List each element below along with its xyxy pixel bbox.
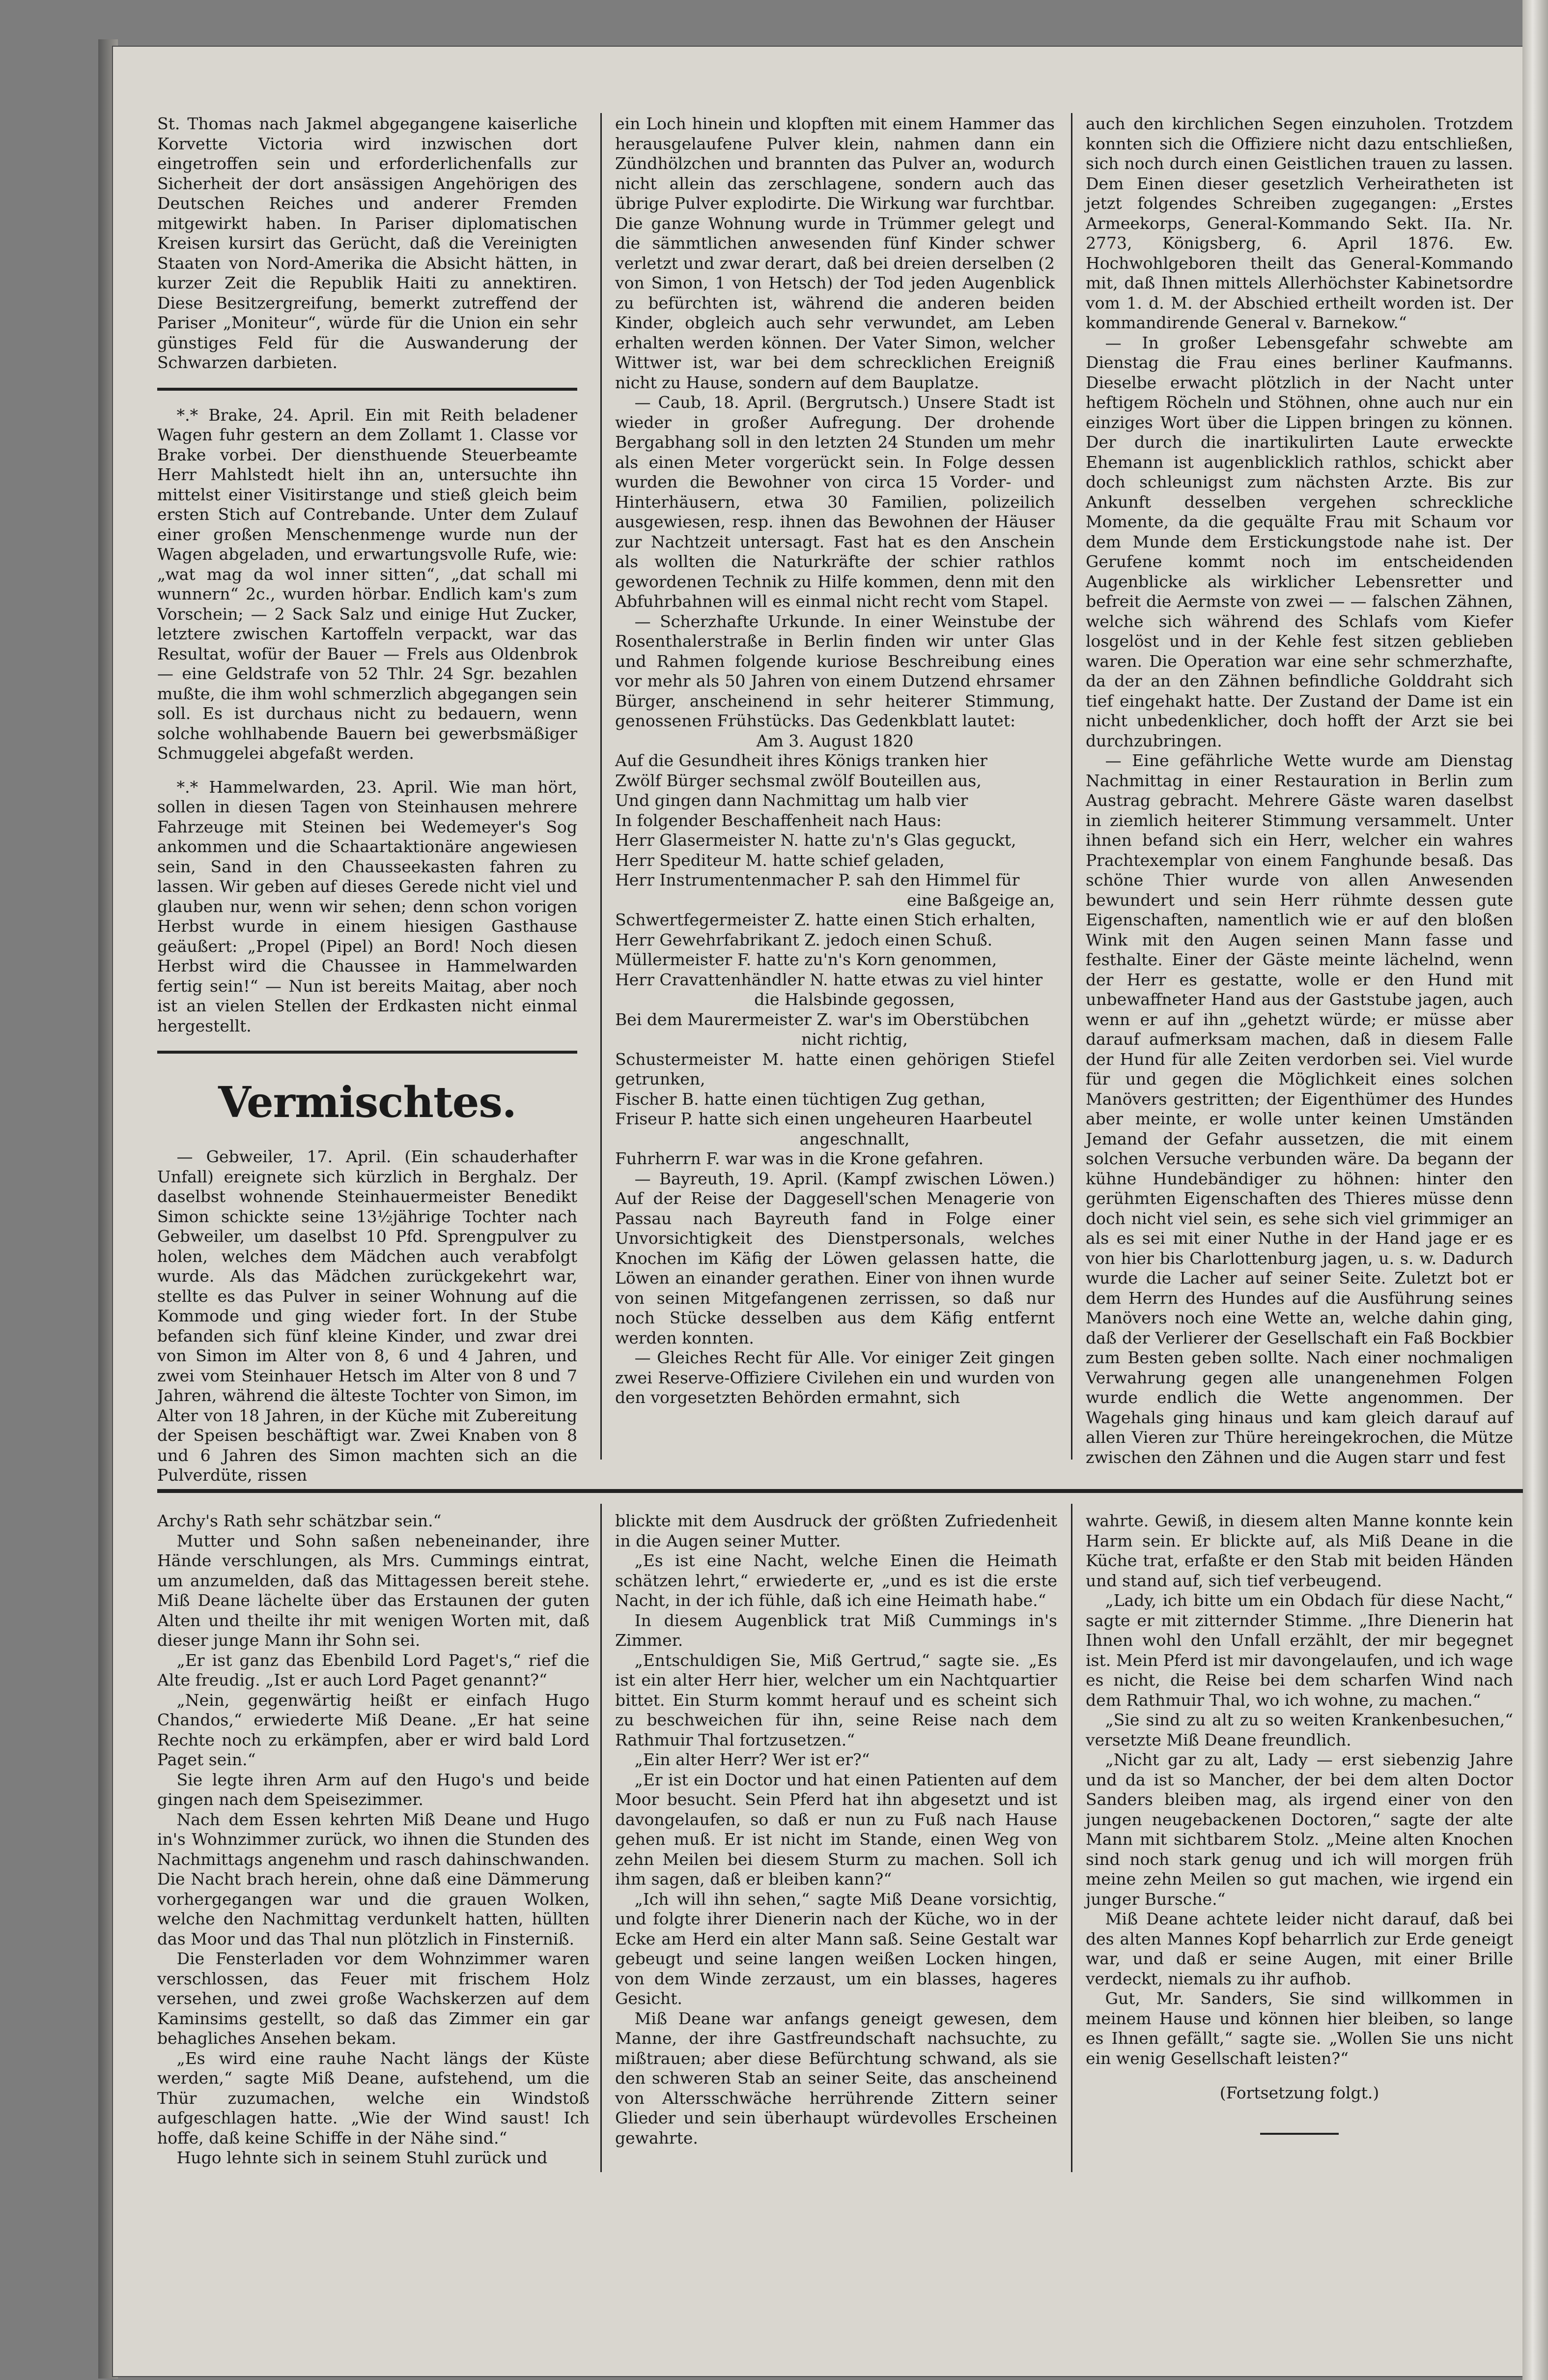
poem-line: Zwölf Bürger sechsmal zwölf Bouteillen aus, [615,771,982,790]
poem-line: nicht richtig, [801,1030,908,1049]
story-paragraph: „Nicht gar zu alt, Lady — erst siebenzig Jahre und da ist so Mancher, der bei dem alten Doctor Sanders bleiben mag, als irgend einer von den jungen neugebackenen Doctoren,“ sagte der alte Mann mit sichtbarem Stolz. „Meine alten Knochen sind noch stark genug und ich will morgen früh meine zehn Meilen so gut machen, wie irgend ein junger Bursche.“ [1086,1750,1513,1909]
story-paragraph: Nach dem Essen kehrten Miß Deane und Hugo in's Wohnzimmer zurück, wo ihnen die Stunden des Nachmittags angenehm und rasch dahinschwanden. Die Nacht brach herein, ohne daß eine Dämmerung vorhergegangen war und die grauen Wolken, welche den Nachmittag verdunkelt hatten, hüllten das Moor und das Thal nun plötzlich in Finsterniß. [157,1809,590,1949]
poem-line: Fischer B. hatte einen tüchtigen Zug gethan, [615,1089,986,1109]
poem-line: Bei dem Maurermeister Z. war's im Oberstübchen [615,1009,1029,1029]
poem-line: Herr Instrumentenmacher P. sah den Himmel für [615,870,1020,889]
story-paragraph: „Es ist eine Nacht, welche Einen die Heimath schätzen lehrt,“ erwiederte er, „und es ist die erste Nacht, in der ich fühle, daß ich eine Heimath habe.“ [615,1551,1057,1610]
top-column-3 [1086,114,1513,1467]
story-paragraph: Archy's Rath sehr schätzbar sein.“ [157,1511,442,1530]
story-paragraph: „Lady, ich bitte um ein Obdach für diese Nacht,“ sagte er mit zitternder Stimme. „Ihre Dienerin hat Ihnen wohl den Unfall erzählt, der mir begegnet ist. Mein Pferd ist mir davongelaufen, und ich wage es nicht, die Reise bei dem scharfen Wind nach dem Rathmuir Thal, wo ich wohne, zu machen.“ [1086,1591,1513,1710]
page-edge [1522,0,1548,2380]
poem-line: Müllermeister F. hatte zu'n's Korn genommen, [615,950,997,969]
section-heading-vermischtes: Vermischtes. [218,1078,516,1127]
column-rule-bottom-1 [600,1504,602,2172]
story-paragraph: „Nein, gegenwärtig heißt er einfach Hugo Chandos,“ erwiederte Miß Deane. „Er hat seine Rechte noch zu erkämpfen, aber er wird bald Lord Paget sein.“ [157,1690,590,1769]
poem-line: Herr Gewehrfabrikant Z. jedoch einen Schuß. [615,930,993,949]
poem-line: Schwertfegermeister Z. hatte einen Stich erhalten, [615,910,1036,929]
separator-rule [157,1051,577,1054]
story-paragraph: In diesem Augenblick trat Miß Cummings in's Zimmer. [615,1610,1057,1650]
end-rule [1260,2133,1339,2135]
poem-line: In folgender Beschaffenheit nach Haus: [615,810,942,830]
story-paragraph: Sie legte ihren Arm auf den Hugo's und beide gingen nach dem Speisezimmer. [157,1770,590,1809]
top-column-2 [615,114,1055,1408]
story-paragraph: Gut, Mr. Sanders, Sie sind willkommen in meinem Hause und können hier bleiben, so lange es Ihnen gefällt,“ sagte sie. „Wollen Sie uns nicht ein wenig Gesellschaft leisten?“ [1086,1989,1513,2068]
story-paragraph: blickte mit dem Ausdruck der größten Zufriedenheit in die Augen seiner Mutter. [615,1511,1057,1550]
column-rule-top-1 [600,113,602,1460]
poem-line: angeschnallt, [799,1129,910,1148]
poem-line: Fuhrherrn F. war was in die Krone gefahren. [615,1149,984,1168]
story-paragraph: „Ein alter Herr? Wer ist er?“ [634,1750,870,1769]
poem-line: Auf die Gesundheit ihres Königs tranken hier [615,751,987,770]
article-hammelwarden: *.* Hammelwarden, 23. April. Wie man hört, sollen in diesen Tagen von Steinhausen mehrere Fahrzeuge mit Steinen bei Wedemeyer's Sog ankommen und die Schaartaktionäre angewiesen sein, Sand in den Chausseekasten fahren zu lassen. Wir geben auf dieses Gerede nicht viel und glauben nur, wenn wir sehen; denn schon vorigen Herbst wurde in einem hiesigen Gasthause geäußert: „Propel (Pipel) an Bord! Noch diesen Herbst wird die Chaussee in Hammelwarden fertig sein!“ — Nun ist bereits Maitag, aber noch ist an vielen Stellen der Erdkasten nicht einmal hergestellt. [157,777,577,1035]
separator-rule [157,388,577,391]
section-rule-top [157,1489,1523,1493]
column-rule-top-2 [1071,113,1072,1460]
article-gefaehrliche-wette: — Eine gefährliche Wette wurde am Dienstag Nachmittag in einer Restauration in Berlin zum Austrag gebracht. Mehrere Gäste waren daselbst in ziemlich heiterer Stimmung versammelt. Unter ihnen befand sich ein Herr, welcher ein wahres Prachtexemplar von einem Fanghunde besaß. Das schöne Thier wurde von allen Anwesenden bewundert und sein Herr rühmte dessen gute Eigenschaften, namentlich wie er auf den bloßen Wink mit den Augen seinen Mann fasse und festhalte. Einer der Gäste meinte lächelnd, wenn der Herr es gestatte, wolle er den Hund mit unbewaffneter Hand aus der Gaststube jagen, auch wenn er auf ihn „gehetzt würde; er müsse aber darauf aufmerksam machen, daß in diesem Falle der Hund für alle Zeiten verdorben sei. Viel wurde für und gegen die Möglichkeit eines solchen Manövers gestritten; der Eigenthümer des Hundes aber meinte, er wolle unter keinen Umständen Jemand der Gefahr aussetzen, die mit einem solchen Versuche verbunden wäre. Da begann der kühne Hundebändiger zu höhnen: hinter den gerühmten Eigenschaften des Thieres müsse denn doch nicht viel sein, es sehe sich viel grimmiger an als es sei mit einer Nuthe in der Hand jage er es von hier bis Charlottenburg jagen, u. s. w. Dadurch wurde die Lacher auf seiner Seite. Zuletzt bot er dem Herrn des Hundes auf die Ausführung seines Manövers noch eine Wette an, welche dahin ging, daß der Verlierer der Gesellschaft ein Faß Bockbier zum Besten geben sollte. Nach einer nochmaligen Verwahrung gegen alle unangenehmen Folgen wurde endlich die Wette angenommen. Der Wagehals ging hinaus und kam gleich darauf auf allen Vieren zur Thüre hereingekrochen, die Mütze zwischen den Zähnen und die Augen starr und fest [1086,751,1513,1467]
story-paragraph: wahrte. Gewiß, in diesem alten Manne konnte kein Harm sein. Er blickte auf, als Miß Deane in die Küche trat, erfaßte er den Stab mit beiden Händen und stand auf, sich tief verbeugend. [1086,1511,1513,1590]
poem-line: Und gingen dann Nachmittag um halb vier [615,791,968,810]
continuation-note: (Fortsetzung folgt.) [1219,2083,1379,2102]
story-paragraph: „Er ist ganz das Ebenbild Lord Paget's,“ rief die Alte freudig. „Ist er auch Lord Paget genannt?“ [157,1650,590,1690]
article-gebweiler-continued: ein Loch hinein und klopften mit einem Hammer das herausgelaufene Pulver klein, nahmen dann ein Zündhölzchen und brannten das Pulver an, wodurch nicht allein das zerschlagene, sondern auch das übrige Pulver explodirte. Die Wirkung war furchtbar. Die ganze Wohnung wurde in Trümmer gelegt und die sämmtlichen anwesenden fünf Kinder schwer verletzt und zwar derart, daß bei dreien derselben (2 von Simon, 1 von Hetsch) der Tod jeden Augenblick zu befürchten ist, während die anderen beiden Kinder, obgleich auch sehr verwundet, am Leben erhalten werden können. Der Vater Simon, welcher Wittwer ist, war bei dem schrecklichen Ereigniß nicht zu Hause, sondern auf dem Bauplatze. [615,114,1055,392]
story-paragraph: Hugo lehnte sich in seinem Stuhl zurück und [176,2148,548,2167]
story-paragraph: Die Fensterladen vor dem Wohnzimmer waren verschlossen, das Feuer mit frischem Holz versehen, und zwei große Wachskerzen auf dem Kaminsims gestellt, so daß das Zimmer ein gar behagliches Ansehen bekam. [157,1949,590,2048]
article-gebweiler: — Gebweiler, 17. April. (Ein schauderhafter Unfall) ereignete sich kürzlich in Berghalz. Der daselbst wohnende Steinhauermeister Benedikt Simon schickte seine 13½jährige Tochter nach Gebweiler, um daselbst 10 Pfd. Sprengpulver zu holen, welches dem Mädchen auch verabfolgt wurde. Als das Mädchen zurückgekehrt war, stellte es das Pulver in seiner Wohnung auf die Kommode und ging wieder fort. In der Stube befanden sich fünf kleine Kinder, und zwar drei von Simon im Alter von 8, 6 und 4 Jahren, und zwei vom Steinhauer Hetsch im Alter von 8 und 7 Jahren, während die älteste Tochter von Simon, im Alter von 18 Jahren, in der Küche mit Zubereitung der Speisen beschäftigt war. Zwei Knaben von 8 und 6 Jahren des Simon machten sich an die Pulverdüte, rissen [157,1147,577,1485]
column-rule-bottom-2 [1071,1504,1072,2172]
article-gleiches-recht-continued: auch den kirchlichen Segen einzuholen. Trotzdem konnten sich die Offiziere nicht dazu entschließen, sich noch durch einen Geistlichen trauen zu lassen. Dem Einen dieser gesetzlich Verheiratheten ist jetzt folgendes Schreiben zugegangen: „Erstes Armeekorps, General-Kommando Sekt. IIa. Nr. 2773, Königsberg, 6. April 1876. Ew. Hochwohlgeboren theilt das General-Kommando mit, daß Ihnen mittels Allerhöchster Kabinetsordre vom 1. d. M. der Abschied ertheilt worden ist. Der kommandirende General v. Barnekow.“ [1086,114,1513,332]
top-column-1 [157,114,577,1486]
article-haiti: St. Thomas nach Jakmel abgegangene kaiserliche Korvette Victoria wird inzwischen dort eingetroffen sein und erforderlichenfalls zur Sicherheit der dort ansässigen Angehörigen des Deutschen Reiches und anderer Fremden mitgewirkt haben. In Pariser diplomatischen Kreisen kursirt das Gerücht, daß die Vereinigten Staaten von Nord-Amerika die Absicht hätten, in kurzer Zeit die Republik Haiti zu annektiren. Diese Besitzergreifung, bemerkt zutreffend der Pariser „Moniteur“, würde für die Union ein sehr günstiges Feld für die Auswanderung der Schwarzen darbieten. [157,114,577,372]
poem-line: Herr Spediteur M. hatte schief geladen, [615,850,945,870]
article-brake: *.* Brake, 24. April. Ein mit Reith beladener Wagen fuhr gestern an dem Zollamt 1. Classe vor Brake vorbei. Der diensthuende Steuerbeamte Herr Mahlstedt hielt ihn an, untersuchte ihn mittelst einer Visitirstange und stieß gleich beim ersten Stich auf Contrebande. Unter dem Zulauf einer großen Menschenmenge wurde nun der Wagen abgeladen, und erwartungsvolle Rufe, wie: „wat mag da wol inner sitten“, „dat schall mi wunnern“ 2c., wurden hörbar. Endlich kam's zum Vorschein; — 2 Sack Salz und einige Hut Zucker, letztere zwischen Kartoffeln verpackt, war das Resultat, wofür der Bauer — Frels aus Oldenbrok — eine Geldstrafe von 52 Thlr. 24 Sgr. bezahlen mußte, die ihm wohl schmerzlich abgegangen sein soll. Es ist durchaus nicht zu bedauern, wenn solche wohlhabende Bauern bei gewerbsmäßiger Schmuggelei abgefaßt werden. [157,405,577,763]
story-paragraph: „Es wird eine rauhe Nacht längs der Küste werden,“ sagte Miß Deane, aufstehend, um die Thür zuzumachen, welche ein Windstoß aufgeschlagen hatte. „Wie der Wind saust! Ich hoffe, daß keine Schiffe in der Nähe sind.“ [157,2048,590,2148]
story-paragraph: Miß Deane achtete leider nicht darauf, daß bei des alten Mannes Kopf beharrlich zur Erde geneigt war, und daß er seine Augen, mit einer Brille verdeckt, niemals zu ihr aufhob. [1086,1909,1513,1988]
story-paragraph: „Er ist ein Doctor und hat einen Patienten auf dem Moor besucht. Sein Pferd hat ihn abgesetzt und ist davongelaufen, so daß er nun zu Fuß nach Hause gehen muß. Er ist nicht im Stande, einen Weg von zehn Meilen bei diesem Sturm zu machen. Soll ich ihm sagen, daß er bleiben kann?“ [615,1770,1057,1889]
poem-line: die Halsbinde gegossen, [754,990,955,1009]
story-paragraph: „Ich will ihn sehen,“ sagte Miß Deane vorsichtig, und folgte ihrer Dienerin nach der Küche, wo in der Ecke am Herd ein alter Mann saß. Seine Gestalt war gebeugt und seine langen weißen Locken hingen, von dem Winde zerzaust, um ein blasses, hageres Gesicht. [615,1889,1057,2008]
story-paragraph: Miß Deane war anfangs geneigt gewesen, dem Manne, der ihre Gastfreundschaft nachsuchte, zu mißtrauen; aber diese Befürchtung schwand, als sie den schweren Stab an seiner Seite, das anscheinend von Altersschwäche herrührende Zittern seiner Glieder und sein überhaupt würdevolles Erscheinen gewahrte. [615,2008,1057,2148]
bottom-column-2 [615,1511,1057,2148]
bottom-column-3 [1086,1511,1513,2135]
article-bayreuth: — Bayreuth, 19. April. (Kampf zwischen Löwen.) Auf der Reise der Daggesell'schen Menagerie von Passau nach Bayreuth fand in Folge einer Unvorsichtigkeit des Dienstpersonals, welches Knochen im Käfig der Löwen gelassen hatte, die Löwen an einander gerathen. Einer von ihnen wurde von seinen Mitgefangenen zerrissen, so daß nur noch Stücke desselben aus dem Käfig entfernt werden konnten. [615,1169,1055,1348]
story-paragraph: „Sie sind zu alt zu so weiten Krankenbesuchen,“ versetzte Miß Deane freundlich. [1086,1710,1513,1749]
poem-line: Schustermeister M. hatte einen gehörigen Stiefel getrunken, [615,1049,1055,1089]
bottom-column-1 [157,1511,590,2168]
poem-line: Herr Glasermeister N. hatte zu'n's Glas geguckt, [615,831,1016,850]
article-urkunde: — Scherzhafte Urkunde. In einer Weinstube der Rosenthalerstraße in Berlin finden wir unter Glas und Rahmen folgende kuriose Beschreibung eines vor mehr als 50 Jahren von einem Dutzend ehrsamer Bürger, anscheinend in sehr heiterer Stimmung, genossenen Frühstücks. Das Gedenkblatt lautet: [615,611,1055,730]
article-lebensgefahr: — In großer Lebensgefahr schwebte am Dienstag die Frau eines berliner Kaufmanns. Dieselbe erwacht plötzlich in der Nacht unter heftigem Röcheln und Stöhnen, ohne auch nur ein einziges Wort über die Lippen bringen zu können. Der durch die inartikulirten Laute erweckte Ehemann ist augenblicklich rathlos, schickt aber doch schleunigst zum nächsten Arzte. Bis zur Ankunft desselben vergehen schreckliche Momente, da die gequälte Frau mit Schaum vor dem Munde dem Erstickungstode nahe ist. Der Gerufene kommt noch im entscheidenden Augenblicke als wirklicher Lebensretter und befreit die Aermste von zwei — — falschen Zähnen, welche sich während des Schlafs vom Kiefer losgelöst und in der Kehle fest sitzen geblieben waren. Die Operation war eine sehr schmerzhafte, da der an den Zähnen befindliche Golddraht sich tief eingehakt hatte. Der Zustand der Dame ist ein nicht unbedenklicher, doch hofft der Arzt sie bei durchzubringen. [1086,333,1513,750]
story-paragraph: Mutter und Sohn saßen nebeneinander, ihre Hände verschlungen, als Mrs. Cummings eintrat, um anzumelden, daß das Mittagessen bereit stehe. Miß Deane lächelte über das Erstaunen der guten Alten und theilte ihr mit wenigen Worten mit, daß dieser junge Mann ihr Sohn sei. [157,1531,590,1650]
poem-line: Friseur P. hatte sich einen ungeheuren Haarbeutel [615,1109,1032,1128]
story-paragraph: „Entschuldigen Sie, Miß Gertrud,“ sagte sie. „Es ist ein alter Herr hier, welcher um ein Nachtquartier bittet. Ein Sturm kommt herauf und es scheint sich zu beschweichen für ihn, seine Reise nach dem Rathmuir Thal fortzusetzen.“ [615,1650,1057,1749]
poem-line: eine Baßgeige an, [906,890,1055,910]
poem-date: Am 3. August 1820 [756,731,914,750]
article-caub: — Caub, 18. April. (Bergrutsch.) Unsere Stadt ist wieder in großer Aufregung. Der drohende Bergabhang soll in den letzten 24 Stunden um mehr als einen Meter vorgerückt sein. In Folge dessen wurden die Bewohner von circa 15 Vorder- und Hinterhäusern, etwa 30 Familien, polizeilich ausgewiesen, resp. ihnen das Bewohnen der Häuser zur Nachtzeit untersagt. Fast hat es den Anschein als wollten die Naturkräfte der schier rathlos gewordenen Technik zu Hilfe kommen, denn mit den Abfuhrbahnen will es einmal nicht recht vom Stapel. [615,393,1055,611]
article-gleiches-recht: — Gleiches Recht für Alle. Vor einiger Zeit gingen zwei Reserve-Offiziere Civilehen ein und wurden von den vorgesetzten Behörden ermahnt, sich [615,1348,1055,1407]
poem-line: Herr Cravattenhändler N. hatte etwas zu viel hinter [615,970,1043,989]
